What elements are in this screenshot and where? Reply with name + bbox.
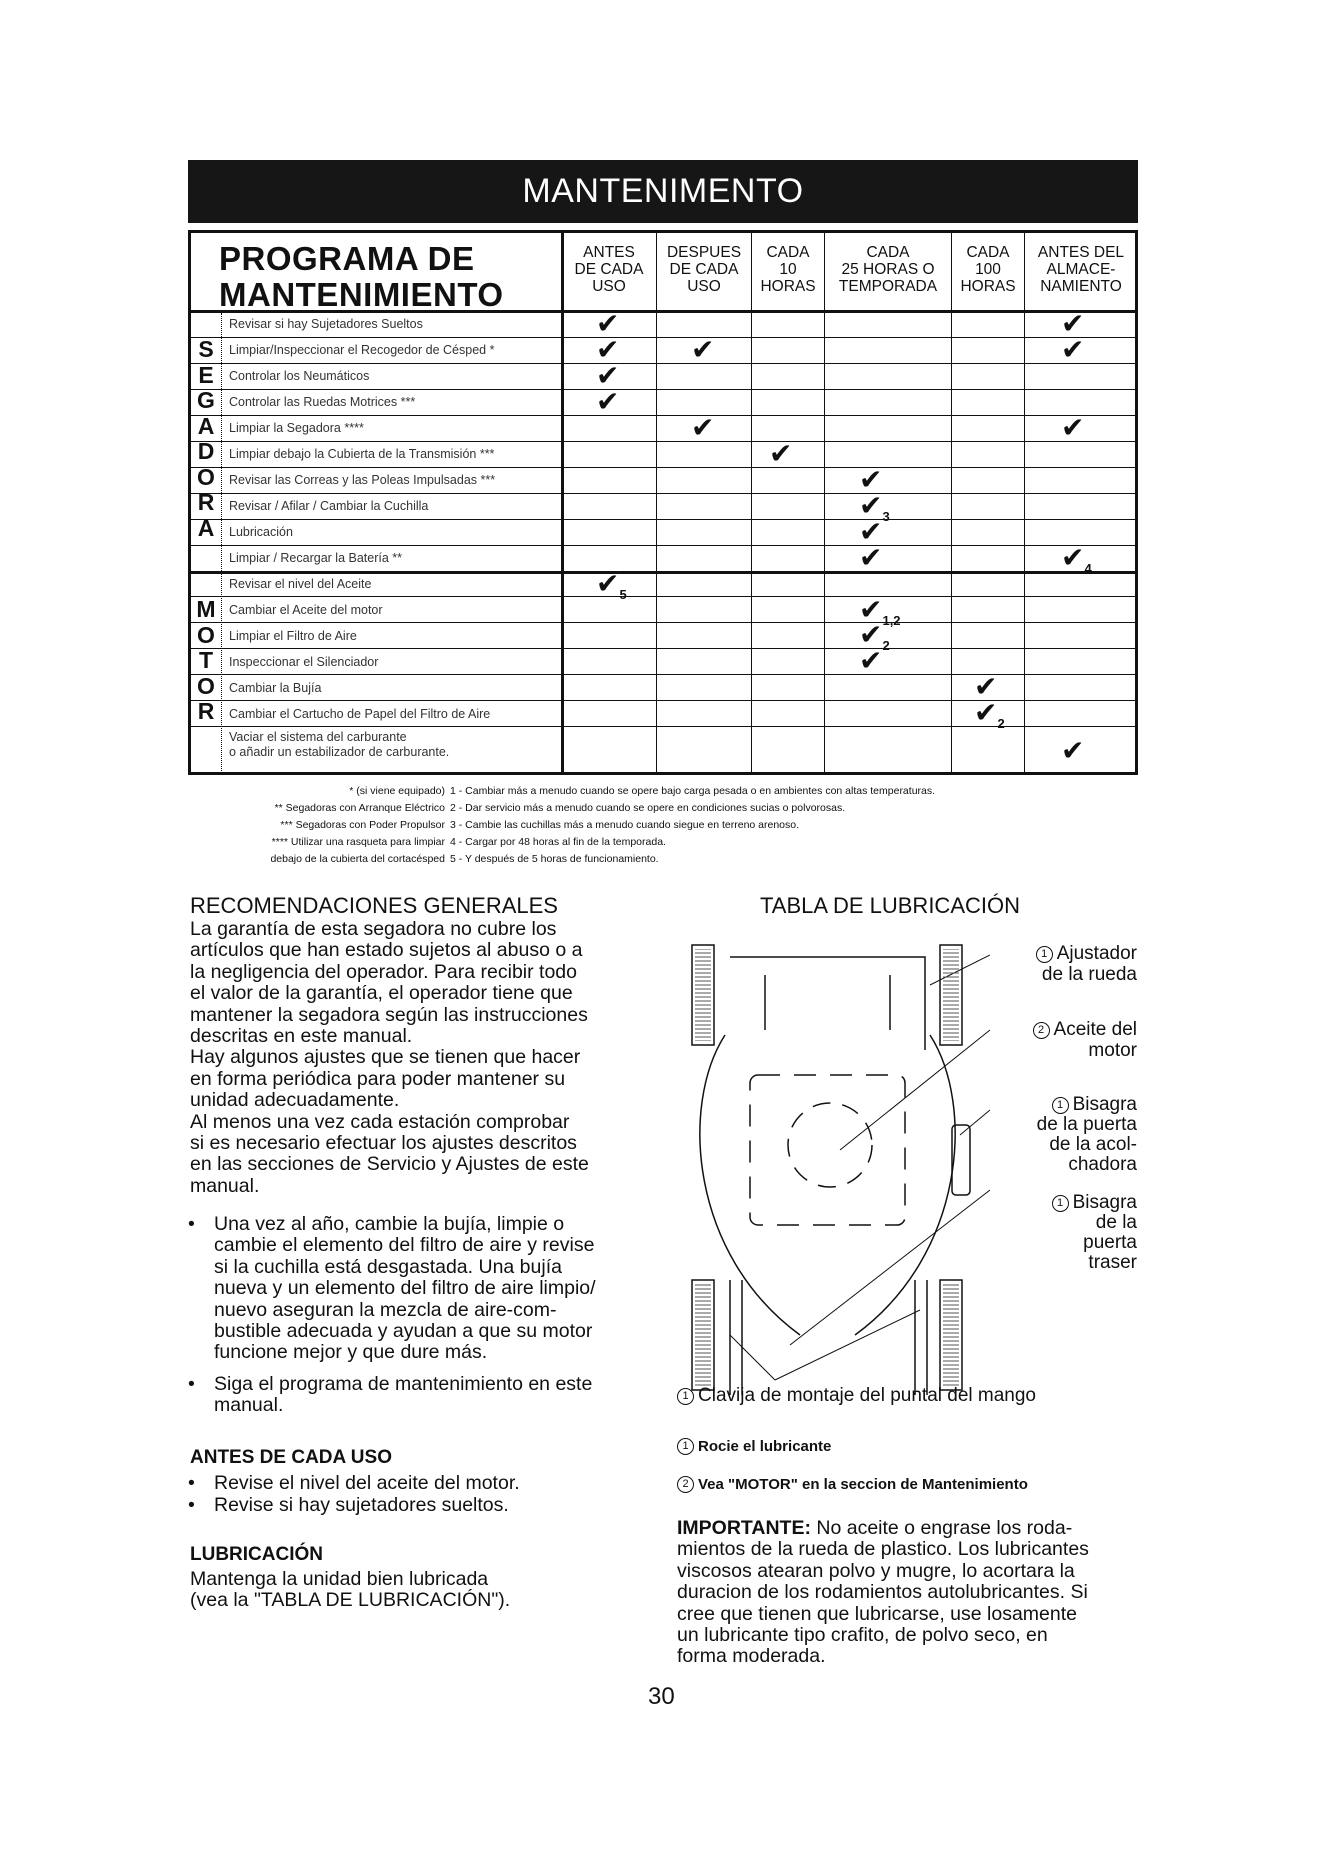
- check-mark: ✔: [1061, 412, 1085, 443]
- column-header: CADA 25 HORAS O TEMPORADA: [838, 244, 938, 295]
- task-label: Revisar / Afilar / Cambiar la Cuchilla: [229, 499, 429, 513]
- table-rule: [191, 363, 1135, 364]
- check-mark: ✔: [1061, 334, 1085, 365]
- table-rule: [191, 337, 1135, 338]
- schedule-title-line2: MANTENIMIENTO: [219, 276, 504, 313]
- frame-top: [730, 957, 925, 1050]
- task-label: Revisar las Correas y las Poleas Impulsadas ***: [229, 473, 496, 487]
- table-rule: [191, 441, 1135, 442]
- check-mark: ✔: [769, 438, 793, 469]
- table-divider: [951, 233, 952, 773]
- recommendations-bullet: Una vez al año, cambie la bujía, limpie o cambie el elemento del filtro de aire y revise si la cuchilla está desgastada. Una bujía nueva y un elemento del filtro de aire limpio/ nuevo aseguran la mezcla de aire-com- bustible adecuada y ayudan a que su motor funcione mejor y que dure más.: [214, 1213, 596, 1364]
- maintenance-schedule-table: [188, 230, 1138, 775]
- task-label: Revisar si hay Sujetadores Sueltos: [229, 317, 423, 331]
- check-mark: ✔: [859, 516, 883, 547]
- side-label-motor: M O T O R: [196, 596, 216, 724]
- task-label: Inspeccionar el Silenciador: [229, 655, 379, 669]
- column-header: ANTES DE CADA USO: [574, 244, 644, 295]
- important-note: IMPORTANTE: No aceite o engrase los roda- mientos de la rueda de plastico. Los lubricantes viscosos atearan polvo y mugre, lo acortara la duracion de los rodamientos autolubricantes. Si cree que tienen que lubricarse, use losamente un lubricante tipo crafito, de polvo seco, en forma moderada.: [677, 1517, 1089, 1668]
- mower-diagram: [690, 935, 990, 1400]
- check-mark: $✔_2$: [974, 697, 1005, 731]
- task-label: Controlar las Ruedas Motrices ***: [229, 395, 416, 409]
- lube-label-engine-oil: 2 Aceite del motor: [990, 1019, 1137, 1061]
- before-each-use-item: Revise el nivel del aceite del motor.: [214, 1472, 520, 1494]
- recommendations-heading: RECOMENDACIONES GENERALES: [190, 893, 558, 918]
- lube-chart-title: TABLA DE LUBRICACIÓN: [760, 893, 1020, 918]
- table-rule: [191, 596, 1135, 597]
- check-mark: ✔: [691, 334, 715, 365]
- lube-label-handle-pin: 1 Clavija de montaje del puntal del mango: [677, 1385, 1036, 1406]
- before-each-use-heading: ANTES DE CADA USO: [190, 1447, 392, 1468]
- check-mark: ✔: [974, 671, 998, 702]
- task-label: Lubricación: [229, 525, 293, 539]
- footnotes-right: 1 - Cambiar más a menudo cuando se opere bajo carga pesada o en ambientes con altas temperaturas. 2 - Dar servicio más a menudo cuando se opere en condiciones sucias o polvorosas. 3 - Cambie las cuchillas más a menudo cuando siegue en terreno arenoso. 4 - Cargar por 48 horas al fin de la temporada. 5 - Y después de 5 horas de funcionamiento.: [450, 785, 936, 865]
- column-header: ANTES DEL ALMACE- NAMIENTO: [1037, 244, 1125, 295]
- lube-label-wheel-adjuster: 1 Ajustador de la rueda: [1010, 943, 1137, 985]
- task-label: Cambiar la Bujía: [229, 681, 322, 695]
- table-rule: [191, 493, 1135, 494]
- check-mark: $✔_2$: [859, 619, 890, 653]
- table-rule: [191, 519, 1135, 520]
- task-label: Limpiar la Segadora ****: [229, 421, 364, 435]
- column-header: CADA 100 HORAS: [960, 244, 1016, 295]
- task-label: Limpiar/Inspeccionar el Recogedor de Césped *: [229, 343, 495, 357]
- check-mark: ✔: [1061, 735, 1085, 766]
- check-mark: $✔_5$: [596, 568, 627, 602]
- side-label-segadora: S E G A D O R A: [197, 336, 215, 541]
- lube-label-rear-door-hinge: 1 Bisagra de la puerta traser: [990, 1193, 1137, 1273]
- table-rule: [191, 415, 1135, 416]
- table-divider: [1024, 233, 1025, 773]
- table-divider: [824, 233, 825, 773]
- page-number: 30: [648, 1683, 675, 1710]
- engine-outline: [750, 1075, 905, 1225]
- bullet-mark: •: [188, 1472, 195, 1494]
- lubrication-text: Mantenga la unidad bien lubricada (vea la "TABLA DE LUBRICACIÓN").: [190, 1568, 511, 1612]
- task-label: Revisar el nivel del Aceite: [229, 577, 372, 591]
- recommendations-bullet: Siga el programa de mantenimiento en este manual.: [214, 1373, 593, 1417]
- table-rule: [191, 648, 1135, 649]
- schedule-title: [219, 241, 504, 313]
- table-rule: [191, 545, 1135, 546]
- bullet-mark: •: [188, 1494, 195, 1516]
- check-mark: ✔: [859, 464, 883, 495]
- check-mark: ✔: [596, 334, 620, 365]
- table-rule: [191, 467, 1135, 468]
- section-banner: MANTENIMENTO: [188, 160, 1138, 223]
- table-rule: [191, 571, 1135, 574]
- check-mark: ✔: [596, 386, 620, 417]
- check-mark: ✔: [596, 360, 620, 391]
- lube-legend-1: 1 Rocie el lubricante: [677, 1438, 831, 1455]
- task-label: Vaciar el sistema del carburante o añadir un estabilizador de carburante.: [229, 730, 450, 759]
- table-divider: [656, 233, 657, 773]
- footnotes-left: * (si viene equipado) ** Segadoras con Arranque Eléctrico *** Segadoras con Poder Propulsor **** Utilizar una rasqueta para limpiar debajo de la cubierta del cortacésped: [270, 785, 445, 865]
- lubrication-heading: LUBRICACIÓN: [190, 1544, 323, 1565]
- table-rule: [191, 622, 1135, 623]
- check-mark: $✔_3$: [859, 490, 890, 524]
- check-mark: ✔: [691, 412, 715, 443]
- table-rule: [191, 389, 1135, 390]
- bullet-mark: •: [188, 1213, 195, 1235]
- check-mark: $✔_{1,2}$: [859, 594, 901, 628]
- column-header: DESPUES DE CADA USO: [666, 244, 742, 295]
- task-label: Limpiar el Filtro de Aire: [229, 629, 357, 643]
- mower-deck: [700, 1035, 955, 1335]
- task-label: Controlar los Neumáticos: [229, 369, 370, 383]
- before-each-use-item: Revise si hay sujetadores sueltos.: [214, 1494, 509, 1516]
- task-label: Cambiar el Cartucho de Papel del Filtro de Aire: [229, 707, 491, 721]
- lube-label-mulch-door-hinge: 1 Bisagra de la puerta de la acol- chadora: [1036, 1094, 1137, 1175]
- check-mark: $✔_4$: [1061, 542, 1092, 576]
- table-divider: [561, 233, 564, 773]
- schedule-title-line1: PROGRAMA DE: [219, 240, 475, 277]
- check-mark: ✔: [596, 308, 620, 339]
- table-divider: [221, 313, 222, 773]
- task-label: Cambiar el Aceite del motor: [229, 603, 383, 617]
- lube-legend-2: 2 Vea "MOTOR" en la seccion de Mantenimiento: [677, 1476, 1028, 1493]
- check-mark: ✔: [859, 542, 883, 573]
- column-header: CADA 10 HORAS: [760, 244, 816, 295]
- recommendations-text: La garantía de esta segadora no cubre los artículos que han estado sujetos al abuso o a la negligencia del operador. Para recibir todo el valor de la garantía, el operador tiene que mantener la segadora según las instrucciones descritas en este manual. Hay algunos ajustes que se tienen que hacer en forma periódica para poder mantener su unidad adecuadamente. Al menos una vez cada estación comprobar si es necesario efectuar los ajustes descritos en las secciones de Servicio y Ajustes de este manual.: [190, 918, 589, 1197]
- check-mark: ✔: [859, 645, 883, 676]
- bullet-mark: •: [188, 1373, 195, 1395]
- table-rule: [191, 310, 1135, 313]
- engine-circle: [788, 1103, 872, 1187]
- task-label: Limpiar / Recargar la Batería **: [229, 551, 402, 565]
- task-label: Limpiar debajo la Cubierta de la Transmisión ***: [229, 447, 495, 461]
- check-mark: ✔: [1061, 308, 1085, 339]
- table-divider: [751, 233, 752, 773]
